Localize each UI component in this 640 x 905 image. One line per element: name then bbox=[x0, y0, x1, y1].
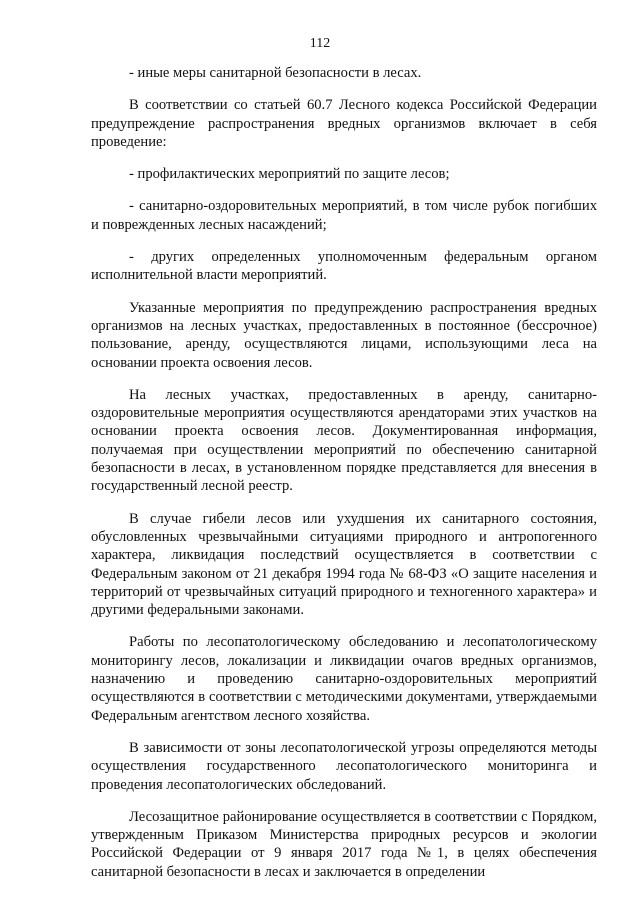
paragraph-forest-pathology-works: Работы по лесопатологическому обследованию и лесопатологическому мониторингу лесов, локализации и ликвидации очагов вредных организмов, назначению и проведению санитарно-оздоровительных мероприятий осуществляются в соответствии с методическими документами, утверждаемыми Федеральным агентством лесного хозяйства. bbox=[91, 634, 597, 724]
list-item-preventive-measures: - профилактических мероприятий по защите лесов; bbox=[129, 166, 450, 183]
paragraph-threat-zone: В зависимости от зоны лесопатологической угрозы определяются методы осуществления государственного лесопатологического мониторинга и проведения лесопатологических обследований. bbox=[91, 739, 597, 793]
paragraph-responsible-persons: Указанные мероприятия по предупреждению распространения вредных организмов на лесных участках, предоставленных в постоянное (бессрочное) пользование, аренду, осуществляются лицами, использующими леса на основании проекта освоения лесов. bbox=[91, 299, 597, 371]
paragraph-leased-plots: На лесных участках, предоставленных в аренду, санитарно-оздоровительные мероприятия осуществляются арендаторами этих участков на основании проекта освоения лесов. Документированная информация, получаемая при осуществлении мероприятий по обеспечению санитарной безопасности в лесах, в установленном порядке представляется для внесения в государственный лесной реестр. bbox=[91, 386, 597, 495]
list-item-other-authorized-measures: - других определенных уполномоченным федеральным органом исполнительной власти мероприятий. bbox=[91, 249, 597, 284]
list-item-sanitary-measures: - санитарно-оздоровительных мероприятий, в том числе рубок погибших и поврежденных лесных насаждений; bbox=[91, 198, 597, 233]
document-body bbox=[91, 64, 597, 895]
paragraph-article-60-7: В соответствии со статьей 60.7 Лесного кодекса Российской Федерации предупреждение распространения вредных организмов включает в себя проведение: bbox=[91, 97, 597, 150]
page-number: 112 bbox=[309, 36, 331, 51]
paragraph-emergency-situations: В случае гибели лесов или ухудшения их санитарного состояния, обусловленных чрезвычайными ситуациями природного и антропогенного характера, ликвидация последствий осуществляется в соответствии с Федеральным законом от 21 декабря 1994 года № 68-ФЗ «О защите населения и территорий от чрезвычайных ситуаций природного и техногенного характера» и другими федеральными законами. bbox=[91, 510, 597, 619]
paragraph-forest-protection-zoning: Лесозащитное районирование осуществляется в соответствии с Порядком, утвержденным Приказом Министерства природных ресурсов и экологии Российской Федерации от 9 января 2017 года №1, в целях обеспечения санитарной безопасности в лесах и заключается в определении bbox=[91, 808, 597, 880]
list-item-other-measures: - иные меры санитарной безопасности в лесах. bbox=[129, 65, 422, 81]
